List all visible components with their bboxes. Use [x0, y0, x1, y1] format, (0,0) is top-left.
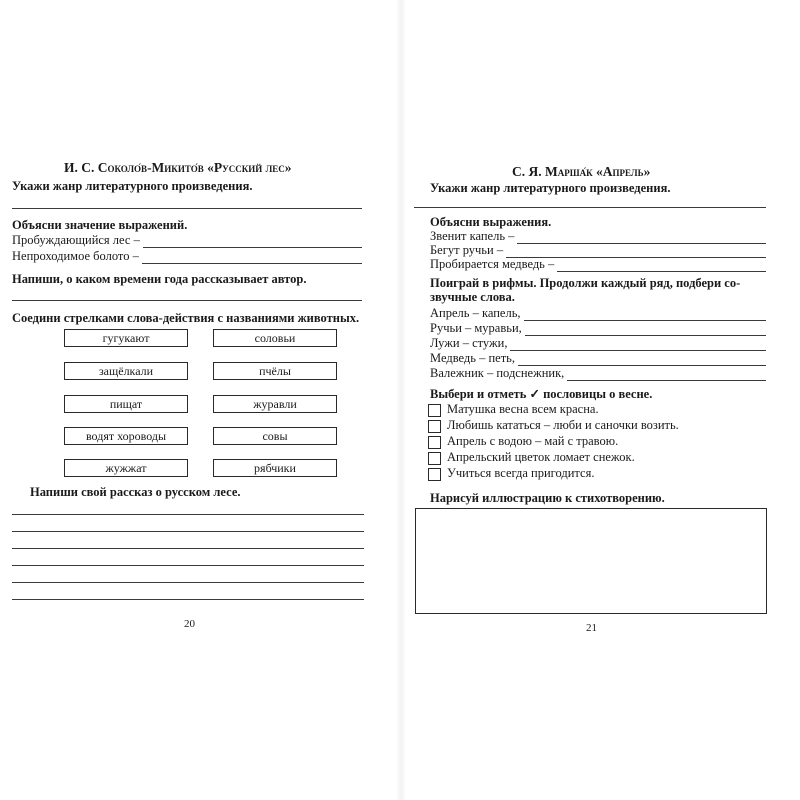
illustration-drawing-area[interactable] [415, 508, 767, 614]
left-expression-row [12, 249, 362, 264]
right-task-rhymes: Поиграй в рифмы. Продолжи каждый ряд, подбери со- [430, 276, 741, 290]
proverb-checkbox[interactable] [428, 436, 441, 449]
action-word-box[interactable]: пищат [64, 395, 188, 413]
proverb-checkbox[interactable] [428, 468, 441, 481]
action-word-box[interactable]: жужжат [64, 459, 188, 477]
right-expression-row [430, 257, 766, 272]
left-heading [64, 160, 292, 176]
story-writing-line[interactable] [12, 582, 364, 583]
story-writing-line[interactable] [12, 531, 364, 532]
right-heading [512, 164, 650, 180]
animal-name-box[interactable]: рябчики [213, 459, 337, 477]
right-page [400, 0, 800, 800]
rhyme-row [430, 366, 766, 381]
proverb-checkbox[interactable] [428, 404, 441, 417]
left-task-story: Напиши свой рассказ о русском лесе. [30, 485, 241, 499]
checkmark-icon: ✓ [529, 387, 540, 401]
left-work-title: «Русский лес» [207, 160, 292, 175]
action-word-box[interactable]: водят хороводы [64, 427, 188, 445]
right-work-title: «Апрель» [596, 164, 651, 179]
left-expression-row [12, 233, 362, 248]
left-genre-answer-line[interactable] [12, 208, 362, 209]
right-expression-label: Бегут ручьи – [430, 243, 504, 257]
rhyme-label: Ручьи – муравьи, [430, 321, 522, 335]
story-writing-line[interactable] [12, 514, 364, 515]
right-task-proverbs [430, 386, 652, 402]
right-page-number: 21 [586, 622, 597, 634]
left-expression-label: Пробуждающийся лес – [12, 233, 140, 247]
proverb-text: Апрельский цветок ломает снежок. [447, 450, 635, 464]
left-expression-label: Непроходимое болото – [12, 249, 139, 263]
story-writing-line[interactable] [12, 548, 364, 549]
proverb-text: Матушка весна всем красна. [447, 402, 599, 416]
rhyme-answer-line[interactable] [510, 339, 766, 351]
rhyme-label: Апрель – капель, [430, 306, 521, 320]
left-page-number: 20 [184, 618, 195, 630]
left-task-connect: Соедини стрелками слова-действия с названиями животных. [12, 311, 360, 325]
rhyme-answer-line[interactable] [525, 324, 766, 336]
left-task-season: Напиши, о каком времени года рассказывает автор. [12, 272, 307, 286]
left-expression-answer-line[interactable] [143, 236, 362, 248]
right-task-explain: Объясни выражения. [430, 215, 552, 229]
right-expression-row [430, 229, 766, 244]
right-genre-answer-line[interactable] [414, 207, 766, 208]
proverb-text: Учиться всегда пригодится. [447, 466, 595, 480]
right-task-rhymes-cont: звучные слова. [430, 290, 515, 304]
right-task-draw: Нарисуй иллюстрацию к стихотворению. [430, 491, 665, 505]
left-expression-answer-line[interactable] [142, 252, 362, 264]
left-season-answer-line[interactable] [12, 300, 362, 301]
animal-name-box[interactable]: пчёлы [213, 362, 337, 380]
story-writing-line[interactable] [12, 565, 364, 566]
animal-name-box[interactable]: журавли [213, 395, 337, 413]
animal-name-box[interactable]: соловьи [213, 329, 337, 347]
right-author: С. Я. Марша́к [512, 164, 593, 179]
right-expression-label: Звенит капель – [430, 229, 515, 243]
right-expression-answer-line[interactable] [557, 260, 766, 272]
rhyme-row [430, 306, 766, 321]
rhyme-row [430, 351, 766, 366]
rhyme-label: Валежник – подснежник, [430, 366, 565, 380]
proverb-text: Любишь кататься – люби и саночки возить. [447, 418, 679, 432]
rhyme-row [430, 336, 766, 351]
left-task-genre: Укажи жанр литературного произведения. [12, 179, 253, 193]
animal-name-box[interactable]: совы [213, 427, 337, 445]
right-task-proverbs-a: Выбери и отметь [430, 387, 527, 401]
right-task-genre: Укажи жанр литературного произведения. [430, 181, 671, 195]
proverb-checkbox[interactable] [428, 452, 441, 465]
rhyme-answer-line[interactable] [567, 369, 766, 381]
proverb-checkbox[interactable] [428, 420, 441, 433]
right-task-proverbs-b: пословицы о весне. [543, 387, 653, 401]
rhyme-answer-line[interactable] [518, 354, 766, 366]
right-expression-row [430, 243, 766, 258]
left-author: И. С. Соколо́в-Микито́в [64, 160, 204, 175]
action-word-box[interactable]: защёлкали [64, 362, 188, 380]
rhyme-label: Медведь – петь, [430, 351, 515, 365]
rhyme-row [430, 321, 766, 336]
story-writing-line[interactable] [12, 599, 364, 600]
action-word-box[interactable]: гугукают [64, 329, 188, 347]
rhyme-answer-line[interactable] [524, 309, 766, 321]
proverb-text: Апрель с водою – май с травою. [447, 434, 619, 448]
left-task-explain: Объясни значение выражений. [12, 218, 188, 232]
right-expression-label: Пробирается медведь – [430, 257, 555, 271]
rhyme-label: Лужи – стужи, [430, 336, 508, 350]
